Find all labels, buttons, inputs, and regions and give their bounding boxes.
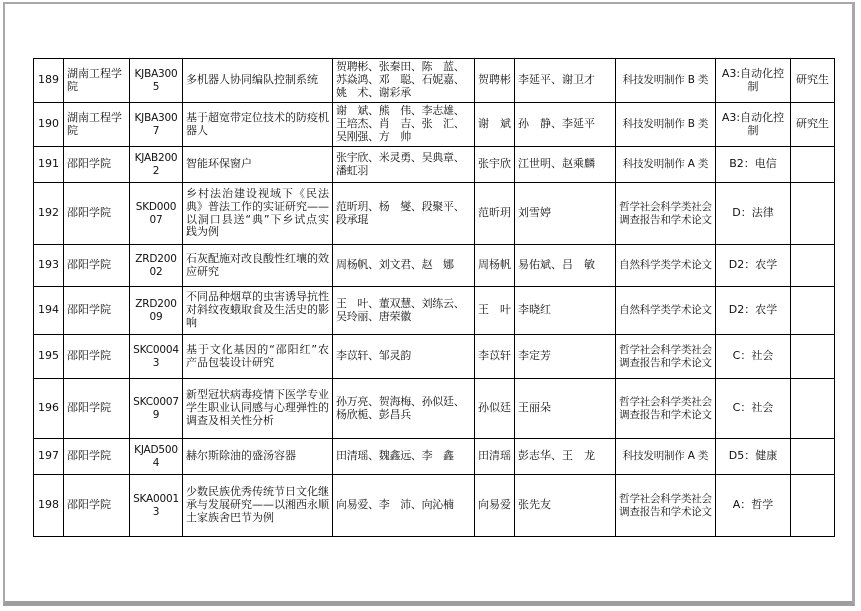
cell-student-type	[791, 245, 835, 287]
cell-school: 湖南工程学院	[64, 59, 130, 103]
award-row	[34, 287, 835, 335]
cell-entry-category: 自然科学类学术论文	[616, 287, 716, 335]
cell-advisors: 李延平、谢卫才	[515, 59, 616, 103]
cell-advisors: 江世明、赵乘麟	[515, 147, 616, 183]
cell-entry-category: 哲学社会科学类社会调查报告和学术论文	[616, 475, 716, 537]
cell-team-members: 王 叶、董双慧、刘练云、吴玲丽、唐荣徽	[333, 287, 475, 335]
cell-student-type	[791, 183, 835, 245]
cell-project-title: 乡村法治建设视域下《民法典》普法工作的实证研究——以洞口县送“典”下乡试点实践为例	[183, 183, 333, 245]
award-row	[34, 183, 835, 245]
cell-advisors: 王丽朵	[515, 379, 616, 439]
cell-project-leader: 李苡轩	[475, 335, 515, 379]
cell-project-code: SKC00043	[130, 335, 183, 379]
cell-school: 邵阳学院	[64, 245, 130, 287]
cell-entry-category: 科技发明制作 B 类	[616, 103, 716, 147]
cell-row-number: 198	[34, 475, 64, 537]
cell-entry-category: 科技发明制作 A 类	[616, 439, 716, 475]
cell-subject-group: A3:自动化控制	[716, 103, 791, 147]
award-row	[34, 439, 835, 475]
cell-subject-group: A：哲学	[716, 475, 791, 537]
cell-project-code: ZRD20002	[130, 245, 183, 287]
cell-project-title: 不同品种烟草的虫害诱导抗性对斜纹夜蛾取食及生活史的影响	[183, 287, 333, 335]
award-row	[34, 59, 835, 103]
cell-advisors: 彭志华、王 龙	[515, 439, 616, 475]
cell-project-title: 新型冠状病毒疫情下医学专业学生职业认同感与心理弹性的调查及相关性分析	[183, 379, 333, 439]
cell-row-number: 193	[34, 245, 64, 287]
award-row	[34, 335, 835, 379]
cell-subject-group: D2：农学	[716, 245, 791, 287]
cell-student-type	[791, 335, 835, 379]
cell-entry-category: 哲学社会科学类社会调查报告和学术论文	[616, 183, 716, 245]
cell-project-leader: 谢 斌	[475, 103, 515, 147]
cell-row-number: 191	[34, 147, 64, 183]
cell-project-code: SKC00079	[130, 379, 183, 439]
cell-school: 邵阳学院	[64, 475, 130, 537]
cell-project-code: KJAB2002	[130, 147, 183, 183]
cell-team-members: 向易爱、李 沛、向沁楠	[333, 475, 475, 537]
cell-advisors: 李定芳	[515, 335, 616, 379]
cell-school: 邵阳学院	[64, 287, 130, 335]
cell-project-leader: 孙似廷	[475, 379, 515, 439]
cell-entry-category: 自然科学类学术论文	[616, 245, 716, 287]
cell-team-members: 谢 斌、熊 伟、李志雄、王培杰、肖 吉、张 汇、吴刚强、方 帅	[333, 103, 475, 147]
cell-advisors: 张先友	[515, 475, 616, 537]
table-body	[34, 59, 835, 537]
cell-project-leader: 周杨帆	[475, 245, 515, 287]
cell-row-number: 197	[34, 439, 64, 475]
award-row	[34, 379, 835, 439]
cell-student-type	[791, 147, 835, 183]
cell-project-leader: 贺聘彬	[475, 59, 515, 103]
cell-row-number: 190	[34, 103, 64, 147]
cell-project-title: 少数民族优秀传统节日文化继承与发展研究——以湘西永顺土家族舍巴节为例	[183, 475, 333, 537]
cell-subject-group: D2：农学	[716, 287, 791, 335]
cell-school: 邵阳学院	[64, 335, 130, 379]
cell-row-number: 194	[34, 287, 64, 335]
cell-student-type	[791, 379, 835, 439]
cell-school: 湖南工程学院	[64, 103, 130, 147]
cell-project-code: SKD00007	[130, 183, 183, 245]
cell-student-type: 研究生	[791, 103, 835, 147]
cell-team-members: 孙万亮、贺海梅、孙似廷、杨欣栀、彭昌兵	[333, 379, 475, 439]
award-row	[34, 245, 835, 287]
cell-student-type	[791, 439, 835, 475]
cell-row-number: 192	[34, 183, 64, 245]
cell-school: 邵阳学院	[64, 147, 130, 183]
cell-project-leader: 田清瑶	[475, 439, 515, 475]
cell-subject-group: C：社会	[716, 379, 791, 439]
cell-project-leader: 向易爱	[475, 475, 515, 537]
cell-subject-group: D：法律	[716, 183, 791, 245]
cell-project-title: 智能环保窗户	[183, 147, 333, 183]
cell-team-members: 贺聘彬、张秦田、陈 蓝、苏焱鸿、邓 聪、石妮嘉、姚 术、谢彩承	[333, 59, 475, 103]
cell-project-leader: 王 叶	[475, 287, 515, 335]
cell-entry-category: 哲学社会科学类社会调查报告和学术论文	[616, 335, 716, 379]
cell-team-members: 范昕玥、杨 燮、段聚平、段承琨	[333, 183, 475, 245]
cell-advisors: 李晓红	[515, 287, 616, 335]
cell-subject-group: C：社会	[716, 335, 791, 379]
cell-team-members: 李苡轩、邹灵韵	[333, 335, 475, 379]
award-row	[34, 475, 835, 537]
cell-project-title: 石灰配施对改良酸性红壤的效应研究	[183, 245, 333, 287]
cell-project-leader: 范昕玥	[475, 183, 515, 245]
cell-advisors: 易佑斌、吕 敏	[515, 245, 616, 287]
cell-project-code: KJBA3005	[130, 59, 183, 103]
cell-project-code: SKA00013	[130, 475, 183, 537]
cell-project-code: KJBA3007	[130, 103, 183, 147]
cell-project-title: 赫尔斯除油的盛汤容器	[183, 439, 333, 475]
cell-team-members: 周杨帆、刘文君、赵 娜	[333, 245, 475, 287]
cell-project-title: 多机器人协同编队控制系统	[183, 59, 333, 103]
cell-advisors: 刘雪婷	[515, 183, 616, 245]
cell-project-code: KJAD5004	[130, 439, 183, 475]
cell-project-title: 基于超宽带定位技术的防疫机器人	[183, 103, 333, 147]
cell-team-members: 田清瑶、魏鑫远、李 鑫	[333, 439, 475, 475]
cell-school: 邵阳学院	[64, 379, 130, 439]
award-row	[34, 103, 835, 147]
cell-student-type: 研究生	[791, 59, 835, 103]
document-page	[3, 2, 855, 606]
cell-project-code: ZRD20009	[130, 287, 183, 335]
cell-subject-group: A3:自动化控制	[716, 59, 791, 103]
cell-row-number: 195	[34, 335, 64, 379]
cell-school: 邵阳学院	[64, 439, 130, 475]
cell-advisors: 孙 静、李延平	[515, 103, 616, 147]
cell-project-leader: 张宇欣	[475, 147, 515, 183]
cell-row-number: 189	[34, 59, 64, 103]
cell-subject-group: D5：健康	[716, 439, 791, 475]
cell-student-type	[791, 287, 835, 335]
cell-row-number: 196	[34, 379, 64, 439]
award-row	[34, 147, 835, 183]
cell-entry-category: 哲学社会科学类社会调查报告和学术论文	[616, 379, 716, 439]
cell-entry-category: 科技发明制作 B 类	[616, 59, 716, 103]
awards-table	[33, 58, 835, 537]
cell-school: 邵阳学院	[64, 183, 130, 245]
cell-project-title: 基于文化基因的“邵阳红”农产品包装设计研究	[183, 335, 333, 379]
cell-subject-group: B2：电信	[716, 147, 791, 183]
cell-entry-category: 科技发明制作 A 类	[616, 147, 716, 183]
cell-student-type	[791, 475, 835, 537]
cell-team-members: 张宇欣、米灵勇、吴典章、潘虹羽	[333, 147, 475, 183]
